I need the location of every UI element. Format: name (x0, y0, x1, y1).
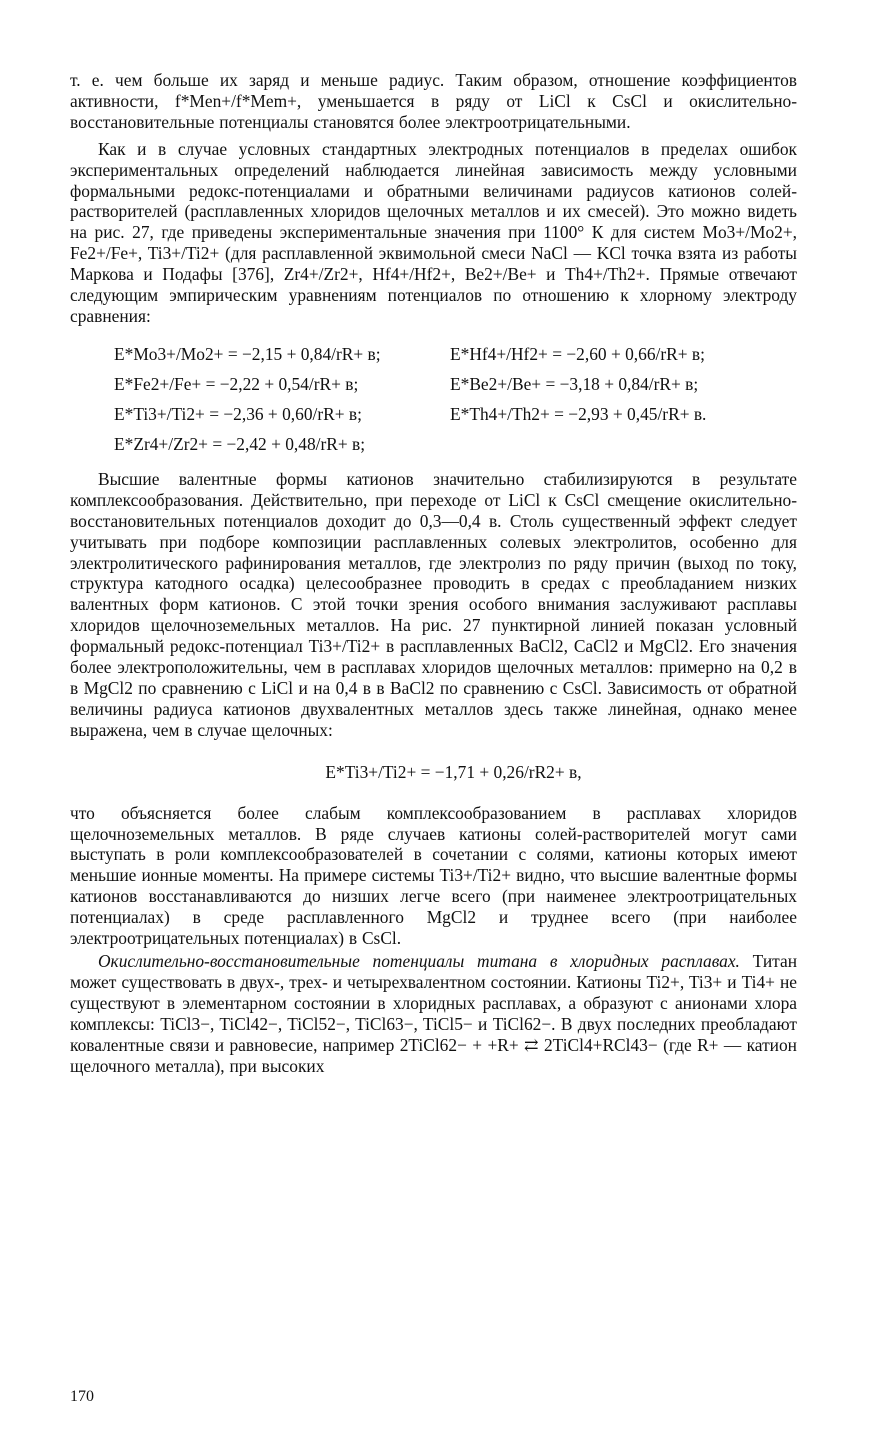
equation-be: E*Be2+/Be+ = −3,18 + 0,84/rR+ в; (450, 373, 699, 394)
paragraph-3: Высшие валентные формы катионов значительно стабилизируются в результате комплексообразования. Действительно, при переходе от LiCl к CsCl смещение окислительно-восстановительных потенциалов доходит до 0,3—0,4 в. Столь существенный эффект следует учитывать при подборе композиции расплавленных солевых электролитов, особенно для электролитического рафинирования металлов, где электролиз по ряду причин (выход по току, структура катодного осадка) целесообразнее проводить в средах с преобладанием низких валентных форм катионов. С этой точки зрения особого внимания заслуживают расплавы хлоридов щелочноземельных металлов. На рис. 27 пунктирной линией показан условный формальный редокс-потенциал Ti3+/Ti2+ в расплавленных BaCl2, CaCl2 и MgCl2. Его значения более электроположительны, чем в расплавах хлоридов щелочных металлов: примерно на 0,2 в в MgCl2 по сравнению с LiCl и на 0,4 в в BaCl2 по сравнению с CsCl. Зависимость от обратной величины радиуса катионов двухвалентных металлов здесь также линейная, однако менее выражена, чем в случае щелочных: (70, 468, 797, 740)
section-title: Окислительно-восстановительные потенциалы титана в хлоридных расплавах. (98, 951, 740, 971)
paragraph-5-text: Титан может существовать в двух-, трех- и четырехвалентном состоянии. Катионы Ti2+, Ti3+ и Ti4+ не существуют в элементарном состоянии в хлоридных расплавах, а образуют с анионами хлора комплексы: TiCl3−, TiCl42−, TiCl52−, TiCl63−, TiCl5− и TiCl62−. В двух последних преобладают ковалентные связи и равновесие, например 2TiCl62− + +R+ ⇄ 2TiCl4+RCl43− (где R+ — катион щелочного металла), при высоких (70, 951, 798, 1076)
equation-hf: E*Hf4+/Hf2+ = −2,60 + 0,66/rR+ в; (450, 343, 705, 364)
equation-ti-alkaline-earth: E*Ti3+/Ti2+ = −1,71 + 0,26/rR2+ в, (325, 761, 582, 782)
page-number: 170 (70, 1388, 94, 1405)
paragraph-1: т. е. чем больше их заряд и меньше радиус. Таким образом, отношение коэффициентов активности, f*Men+/f*Mem+, уменьшается в ряду от LiCl к CsCl и окислительно-восстановительные потенциалы становятся более электроотрицательными. (70, 70, 797, 132)
equation-fe: E*Fe2+/Fe+ = −2,22 + 0,54/rR+ в; (114, 373, 359, 394)
equation-zr: E*Zr4+/Zr2+ = −2,42 + 0,48/rR+ в; (114, 433, 366, 454)
equation-th: E*Th4+/Th2+ = −2,93 + 0,45/rR+ в. (450, 403, 707, 424)
equation-block (114, 341, 797, 457)
paragraph-4: что объясняется более слабым комплексообразованием в расплавах хлоридов щелочноземельных металлов. В ряде случаев катионы солей-растворителей могут сами выступать в роли комплексообразователей в сочетании с солями, катионы которых имеют меньшие ионные моменты. На примере системы Ti3+/Ti2+ видно, что высшие валентные формы катионов восстанавливаются до низших легче всего (при наименее электроотрицательных потенциалах) в среде расплавленного MgCl2 и труднее всего (при наиболее электроотрицательных потенциалах) в CsCl. (70, 802, 797, 949)
page-body (70, 70, 797, 1076)
paragraph-5 (70, 951, 797, 1076)
equation-mo: E*Mo3+/Mo2+ = −2,15 + 0,84/rR+ в; (114, 343, 381, 364)
equation-ti: E*Ti3+/Ti2+ = −2,36 + 0,60/rR+ в; (114, 403, 362, 424)
paragraph-2: Как и в случае условных стандартных электродных потенциалов в пределах ошибок экспериментальных определений наблюдается линейная зависимость между условными формальными редокс-потенциалами и обратными величинами радиусов катионов солей-растворителей (расплавленных хлоридов щелочных металлов и их смесей). Это можно видеть на рис. 27, где приведены экспериментальные значения при 1100° К для систем Mo3+/Mo2+, Fe2+/Fe+, Ti3+/Ti2+ (для расплавленной эквимольной смеси NaCl — KCl точка взята из работы Маркова и Подафы [376], Zr4+/Zr2+, Hf4+/Hf2+, Be2+/Be+ и Th4+/Th2+. Прямые отвечают следующим эмпирическим уравнениям потенциалов по отношению к хлорному электроду сравнения: (70, 138, 797, 326)
